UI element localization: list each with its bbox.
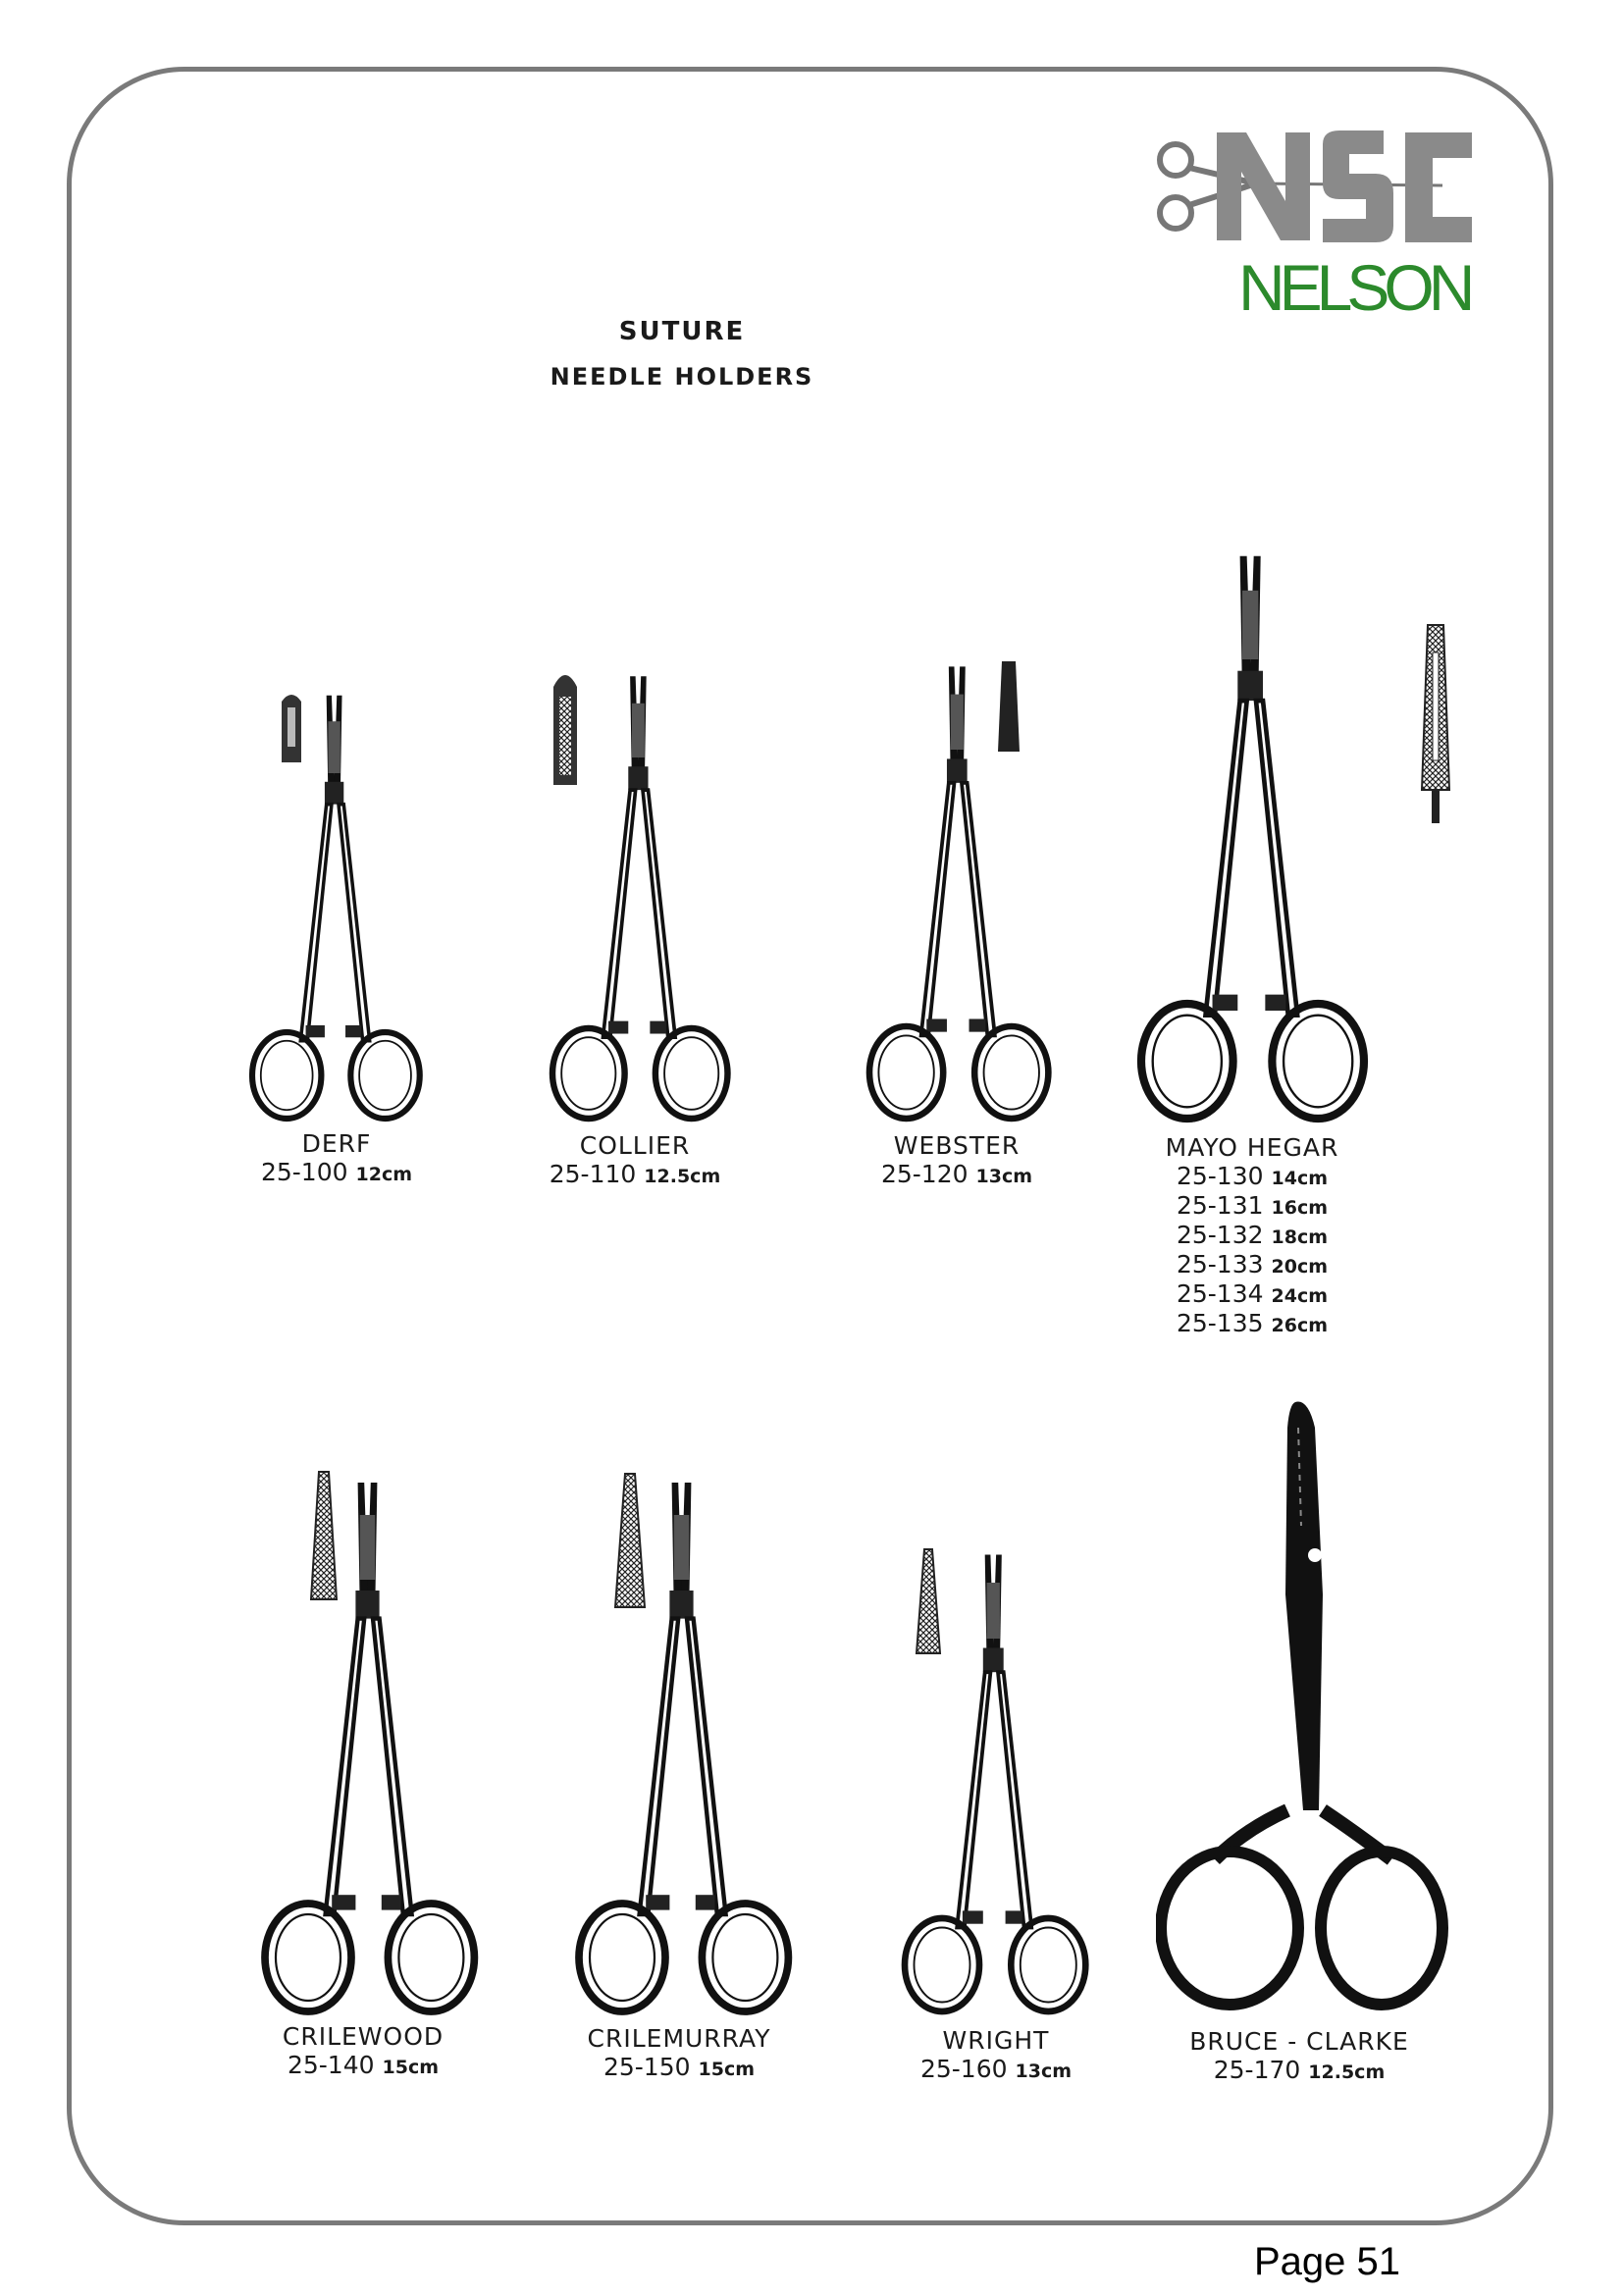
derf-needle-holder-image bbox=[211, 687, 466, 1119]
mayo-hegar-label bbox=[1105, 1133, 1399, 1339]
catalog-code: 25-100 bbox=[260, 1158, 348, 1186]
catalog-code: 25-120 bbox=[880, 1160, 969, 1188]
instrument-size: 12.5cm bbox=[1308, 2061, 1386, 2083]
catalog-code-row bbox=[1105, 1192, 1399, 1222]
catalog-code-row bbox=[1105, 1280, 1399, 1310]
collier-label bbox=[488, 1131, 782, 1190]
instrument-size: 12cm bbox=[355, 1164, 413, 1185]
page-number: Page 51 bbox=[1254, 2240, 1401, 2283]
crilewood-label bbox=[216, 2022, 510, 2081]
mayo-hegar-jaw-detail bbox=[1418, 623, 1453, 824]
catalog-code: 25-140 bbox=[287, 2051, 375, 2079]
catalog-code-row bbox=[1152, 2057, 1446, 2086]
wright-needle-holder-image bbox=[865, 1545, 1130, 2011]
instrument-name: WRIGHT bbox=[942, 2026, 1050, 2055]
catalog-code: 25-150 bbox=[602, 2053, 691, 2081]
instrument-name: CRILEWOOD bbox=[282, 2022, 445, 2051]
instrument-size: 20cm bbox=[1271, 1256, 1329, 1278]
catalog-code-row bbox=[1105, 1163, 1399, 1192]
catalog-code-row bbox=[1105, 1251, 1399, 1280]
catalog-code-row bbox=[810, 1161, 1104, 1190]
section-title: SUTURE bbox=[618, 317, 746, 346]
webster-needle-holder-image bbox=[819, 657, 1104, 1119]
collier-needle-holder-image bbox=[496, 667, 790, 1119]
mayo-hegar-needle-holder-image bbox=[1128, 545, 1384, 1119]
bruce-clarke-label bbox=[1152, 2027, 1446, 2086]
instrument-name: WEBSTER bbox=[893, 1131, 1021, 1160]
catalog-code-row bbox=[1105, 1222, 1399, 1251]
instrument-size: 15cm bbox=[698, 2059, 756, 2080]
section-subtitle: NEEDLE HOLDERS bbox=[550, 363, 814, 391]
crilemurray-jaw-detail bbox=[613, 1472, 647, 1609]
instrument-size: 24cm bbox=[1271, 1285, 1329, 1307]
catalog-code: 25-130 bbox=[1176, 1162, 1264, 1190]
instrument-name: BRUCE - CLARKE bbox=[1189, 2027, 1409, 2056]
catalog-code-row bbox=[849, 2056, 1143, 2085]
crilemurray-label bbox=[532, 2024, 826, 2083]
instrument-size: 14cm bbox=[1271, 1168, 1329, 1189]
instrument-name: COLLIER bbox=[579, 1131, 691, 1160]
derf-jaw-detail bbox=[280, 692, 303, 765]
catalog-code: 25-170 bbox=[1213, 2056, 1301, 2084]
collier-jaw-detail bbox=[550, 667, 581, 787]
instrument-size: 12.5cm bbox=[644, 1166, 721, 1187]
crilemurray-needle-holder-image bbox=[554, 1472, 819, 2011]
nsc-monogram-logo bbox=[1148, 123, 1482, 260]
bruce-clarke-needle-holder-image bbox=[1156, 1398, 1450, 2016]
catalog-code: 25-110 bbox=[549, 1160, 637, 1188]
instrument-size: 16cm bbox=[1271, 1197, 1329, 1219]
webster-label bbox=[810, 1131, 1104, 1190]
instrument-size: 26cm bbox=[1271, 1315, 1329, 1336]
wright-label bbox=[849, 2026, 1143, 2085]
nelson-wordmark: NELSON bbox=[1238, 251, 1470, 324]
instrument-name: MAYO HEGAR bbox=[1165, 1133, 1339, 1162]
catalog-code: 25-131 bbox=[1176, 1191, 1264, 1220]
instrument-name: CRILEMURRAY bbox=[587, 2024, 771, 2053]
nelson-logo bbox=[1148, 123, 1482, 329]
catalog-code: 25-134 bbox=[1176, 1279, 1264, 1308]
catalog-code: 25-135 bbox=[1176, 1309, 1264, 1337]
catalog-code-row bbox=[532, 2054, 826, 2083]
instrument-name: DERF bbox=[301, 1129, 372, 1158]
instrument-size: 18cm bbox=[1271, 1226, 1329, 1248]
catalog-code-row bbox=[216, 2052, 510, 2081]
webster-jaw-detail bbox=[996, 659, 1022, 754]
instrument-size: 13cm bbox=[1015, 2061, 1073, 2082]
catalog-code-row bbox=[488, 1161, 782, 1190]
crilewood-needle-holder-image bbox=[240, 1472, 505, 2011]
catalog-code: 25-133 bbox=[1176, 1250, 1264, 1278]
wright-jaw-detail bbox=[915, 1547, 942, 1657]
catalog-code-row bbox=[1105, 1310, 1399, 1339]
instrument-size: 13cm bbox=[975, 1166, 1033, 1187]
catalog-code-row bbox=[189, 1159, 484, 1188]
crilewood-jaw-detail bbox=[309, 1470, 339, 1602]
instrument-size: 15cm bbox=[382, 2057, 440, 2078]
catalog-code: 25-160 bbox=[919, 2055, 1008, 2083]
derf-label bbox=[189, 1129, 484, 1188]
catalog-code: 25-132 bbox=[1176, 1221, 1264, 1249]
